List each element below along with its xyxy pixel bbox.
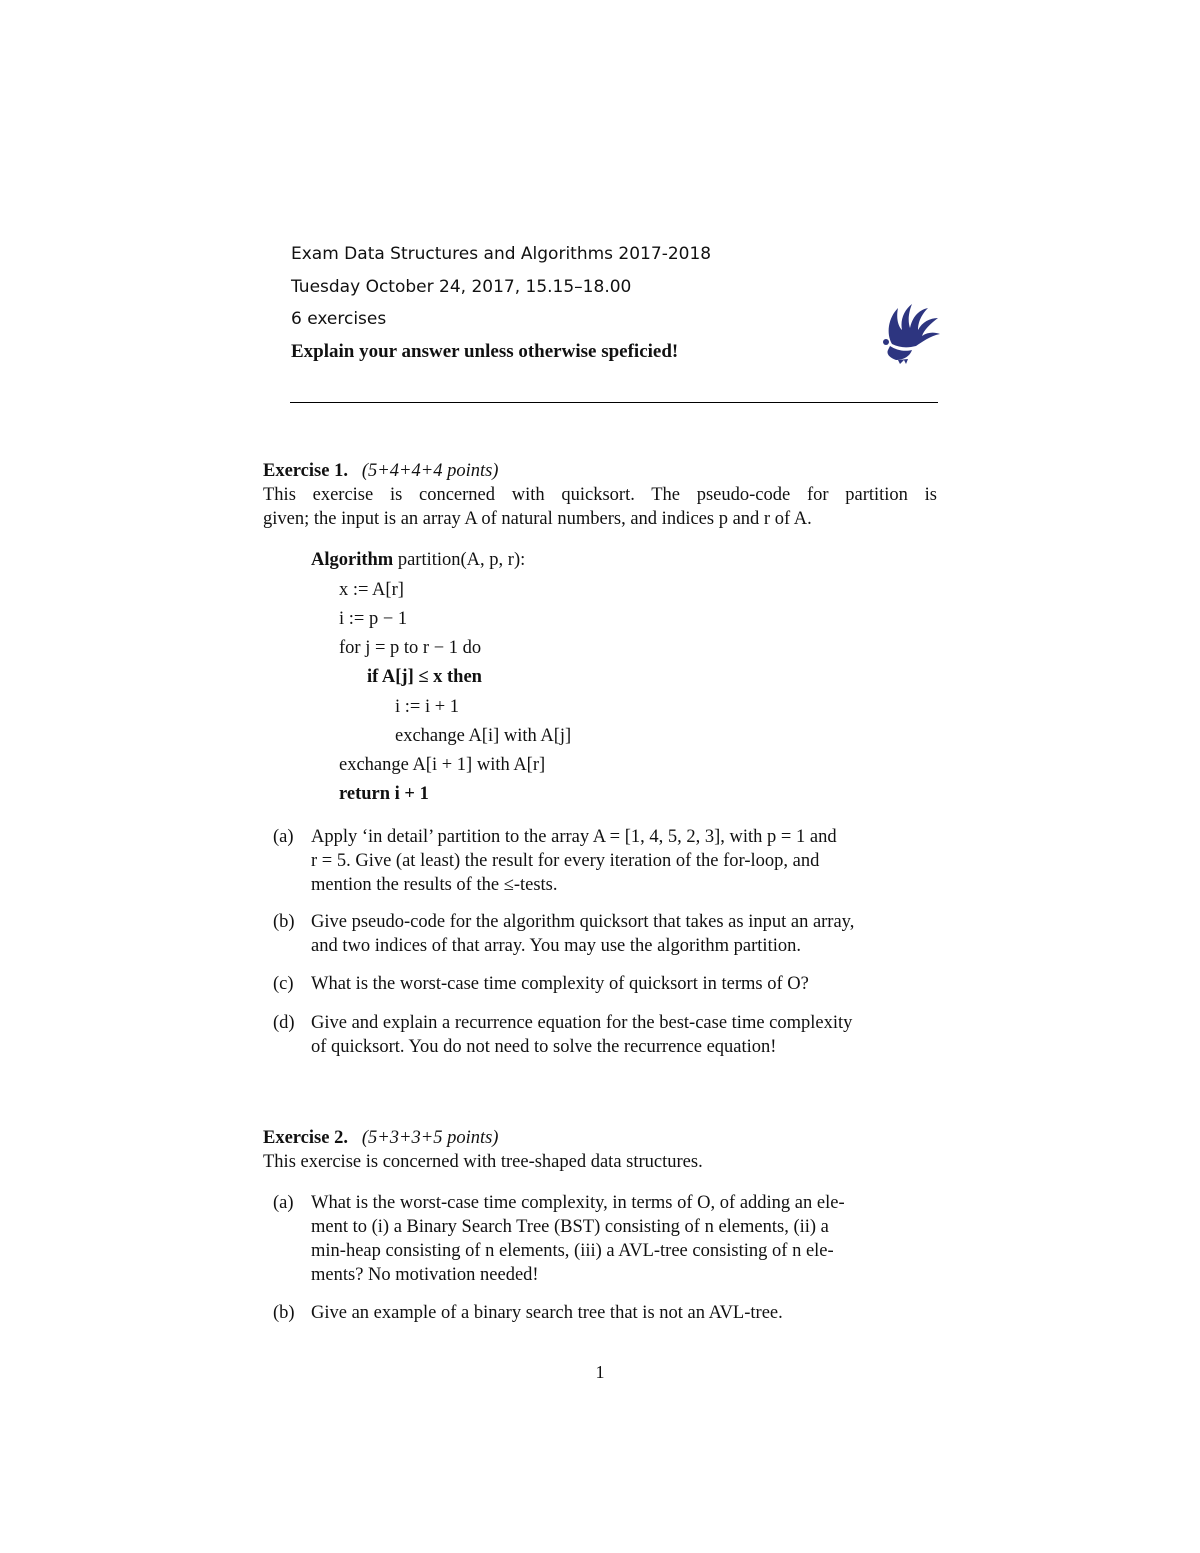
- exam-title: Exam Data Structures and Algorithms 2017-2018: [291, 244, 712, 264]
- exercise-2-title: Exercise 2.: [263, 1128, 348, 1148]
- part-line: What is the worst-case time complexity, in terms of O, of adding an ele-: [311, 1193, 845, 1213]
- exercise-2-intro: This exercise is concerned with tree-shaped data structures.: [263, 1152, 703, 1172]
- part-line: r = 5. Give (at least) the result for every iteration of the for-loop, and: [311, 851, 820, 871]
- part-line: Apply ‘in detail’ partition to the array A = [1, 4, 5, 2, 3], with p = 1 and: [311, 827, 837, 847]
- exercise-2-heading: [263, 1127, 937, 1151]
- university-logo-icon: [878, 300, 942, 364]
- part-label: (d): [273, 1013, 295, 1033]
- part-line: Give pseudo-code for the algorithm quicksort that takes as input an array,: [311, 912, 855, 932]
- part-label: (c): [273, 974, 294, 994]
- part-label: (b): [273, 1303, 295, 1323]
- algo-line-5: i := i + 1: [395, 697, 460, 717]
- algo-line-6: exchange A[i] with A[j]: [395, 726, 572, 746]
- part-line: and two indices of that array. You may use the algorithm partition.: [311, 936, 801, 956]
- algorithm-header: [311, 546, 525, 576]
- algo-line-4: if A[j] ≤ x then: [367, 667, 482, 687]
- exercise-1-heading: [263, 460, 937, 484]
- header-divider: [290, 402, 938, 403]
- part-line: min-heap consisting of n elements, (iii) a AVL-tree consisting of n ele-: [311, 1241, 834, 1261]
- exercise-count: 6 exercises: [291, 309, 387, 329]
- algo-line-8: return i + 1: [339, 784, 429, 804]
- part-line: ments? No motivation needed!: [311, 1265, 539, 1285]
- part-line: ment to (i) a Binary Search Tree (BST) consisting of n elements, (ii) a: [311, 1217, 829, 1237]
- exercise-2-points: (5+3+3+5 points): [361, 1128, 499, 1148]
- algorithm-keyword: Algorithm: [311, 550, 394, 570]
- instruction: Explain your answer unless otherwise speficied!: [291, 341, 679, 362]
- exercise-1-intro-line-1: This exercise is concerned with quicksort. The pseudo-code for partition is: [263, 485, 937, 505]
- part-line: What is the worst-case time complexity of quicksort in terms of O?: [311, 974, 809, 994]
- exercise-1-intro-line-2: given; the input is an array A of natural numbers, and indices p and r of A.: [263, 509, 812, 529]
- part-line: of quicksort. You do not need to solve the recurrence equation!: [311, 1037, 777, 1057]
- part-line: Give and explain a recurrence equation for the best-case time complexity: [311, 1013, 853, 1033]
- algo-line-2: i := p − 1: [339, 609, 408, 629]
- part-label: (a): [273, 827, 294, 847]
- part-line: Give an example of a binary search tree that is not an AVL-tree.: [311, 1303, 783, 1323]
- algo-line-3: for j = p to r − 1 do: [339, 638, 482, 658]
- part-line: mention the results of the ≤-tests.: [311, 875, 558, 895]
- algo-line-7: exchange A[i + 1] with A[r]: [339, 755, 546, 775]
- part-label: (a): [273, 1193, 294, 1213]
- page-number: 1: [595, 1362, 605, 1382]
- part-label: (b): [273, 912, 295, 932]
- algorithm-signature: partition(A, p, r):: [397, 550, 526, 570]
- algo-line-1: x := A[r]: [339, 580, 404, 600]
- exercise-1-title: Exercise 1.: [263, 461, 348, 481]
- exercise-1-points: (5+4+4+4 points): [361, 461, 499, 481]
- exam-date: Tuesday October 24, 2017, 15.15–18.00: [291, 277, 632, 297]
